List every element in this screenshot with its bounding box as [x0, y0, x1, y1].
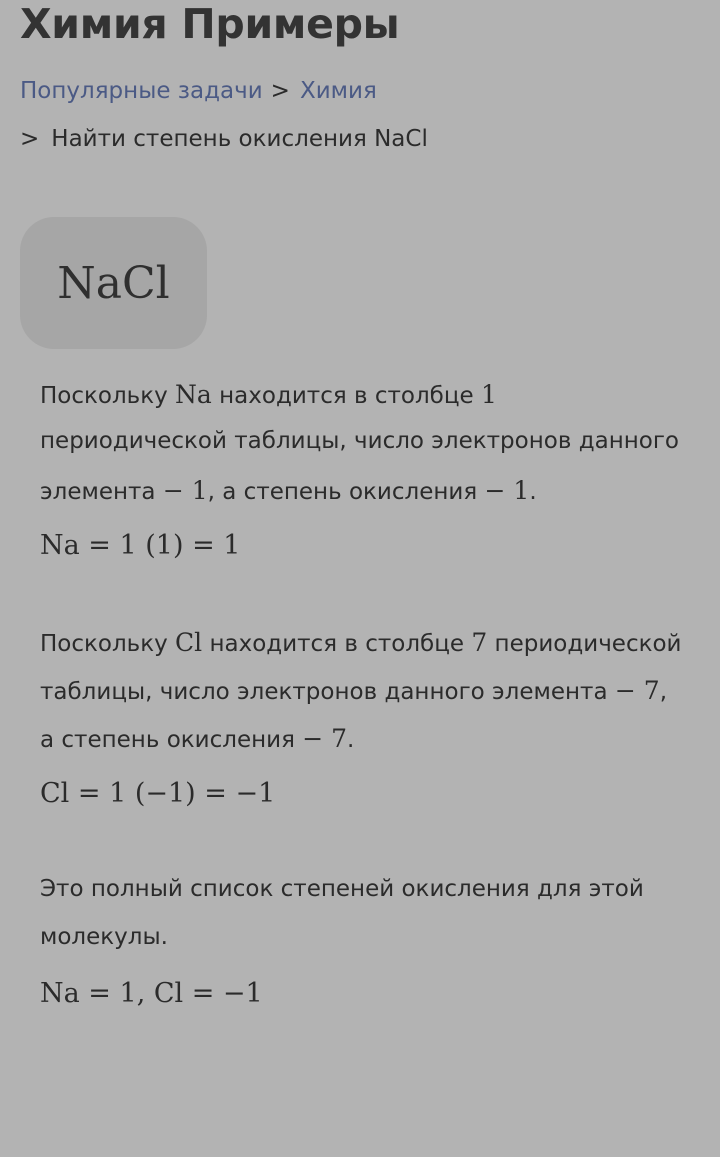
step-2-equation: Cl = 1 (−1) = −1 — [40, 778, 276, 809]
breadcrumb-link-chemistry[interactable]: Химия — [299, 78, 377, 104]
text-run: а степень окисления — [40, 727, 303, 753]
math-run: Cl — [175, 628, 203, 657]
text-run: . — [529, 479, 537, 505]
step-text-line — [40, 924, 168, 950]
step-text-line — [40, 380, 497, 409]
step-text-line — [40, 876, 644, 902]
text-run: . — [347, 727, 355, 753]
breadcrumb-separator: > — [270, 78, 290, 104]
breadcrumb-row — [20, 126, 428, 152]
text-run: , — [659, 679, 667, 705]
text-run: находится в столбце — [211, 383, 481, 409]
step-text-line — [40, 428, 679, 454]
breadcrumb-separator: > — [20, 126, 40, 152]
step-text-line — [40, 724, 354, 753]
text-run: Это полный список степеней окисления для этой — [40, 876, 644, 902]
text-run: молекулы. — [40, 924, 168, 950]
text-run: периодической — [487, 631, 682, 657]
breadcrumb-link-popular-problems[interactable]: Популярные задачи — [20, 78, 263, 104]
math-run: − 1 — [484, 476, 530, 505]
math-run: 7 — [471, 628, 488, 657]
text-run: периодической таблицы, число электронов данного — [40, 428, 680, 454]
text-run: элемента — [40, 479, 163, 505]
text-run: Поскольку — [40, 383, 176, 409]
problem-formula-box[interactable]: NaCl — [20, 217, 207, 349]
math-run: − 7 — [302, 724, 348, 753]
text-run: , а степень окисления — [207, 479, 485, 505]
breadcrumb-row — [20, 78, 377, 104]
math-run: − 1 — [162, 476, 208, 505]
math-run: 1 — [480, 380, 497, 409]
step-1-equation: Na = 1 (1) = 1 — [40, 530, 241, 561]
math-run: − 7 — [614, 676, 660, 705]
breadcrumb-current: Найти степень окисления NaCl — [51, 126, 428, 152]
page-title: Химия Примеры — [20, 0, 400, 48]
text-run: находится в столбце — [202, 631, 472, 657]
step-text-line — [40, 476, 537, 505]
step-text-line — [40, 628, 682, 657]
text-run: Поскольку — [40, 631, 176, 657]
step-3-equation: Na = 1, Cl = −1 — [40, 978, 263, 1009]
text-run: таблицы, число электронов данного элемента — [40, 679, 615, 705]
step-text-line — [40, 676, 667, 705]
math-run: Na — [175, 380, 212, 409]
